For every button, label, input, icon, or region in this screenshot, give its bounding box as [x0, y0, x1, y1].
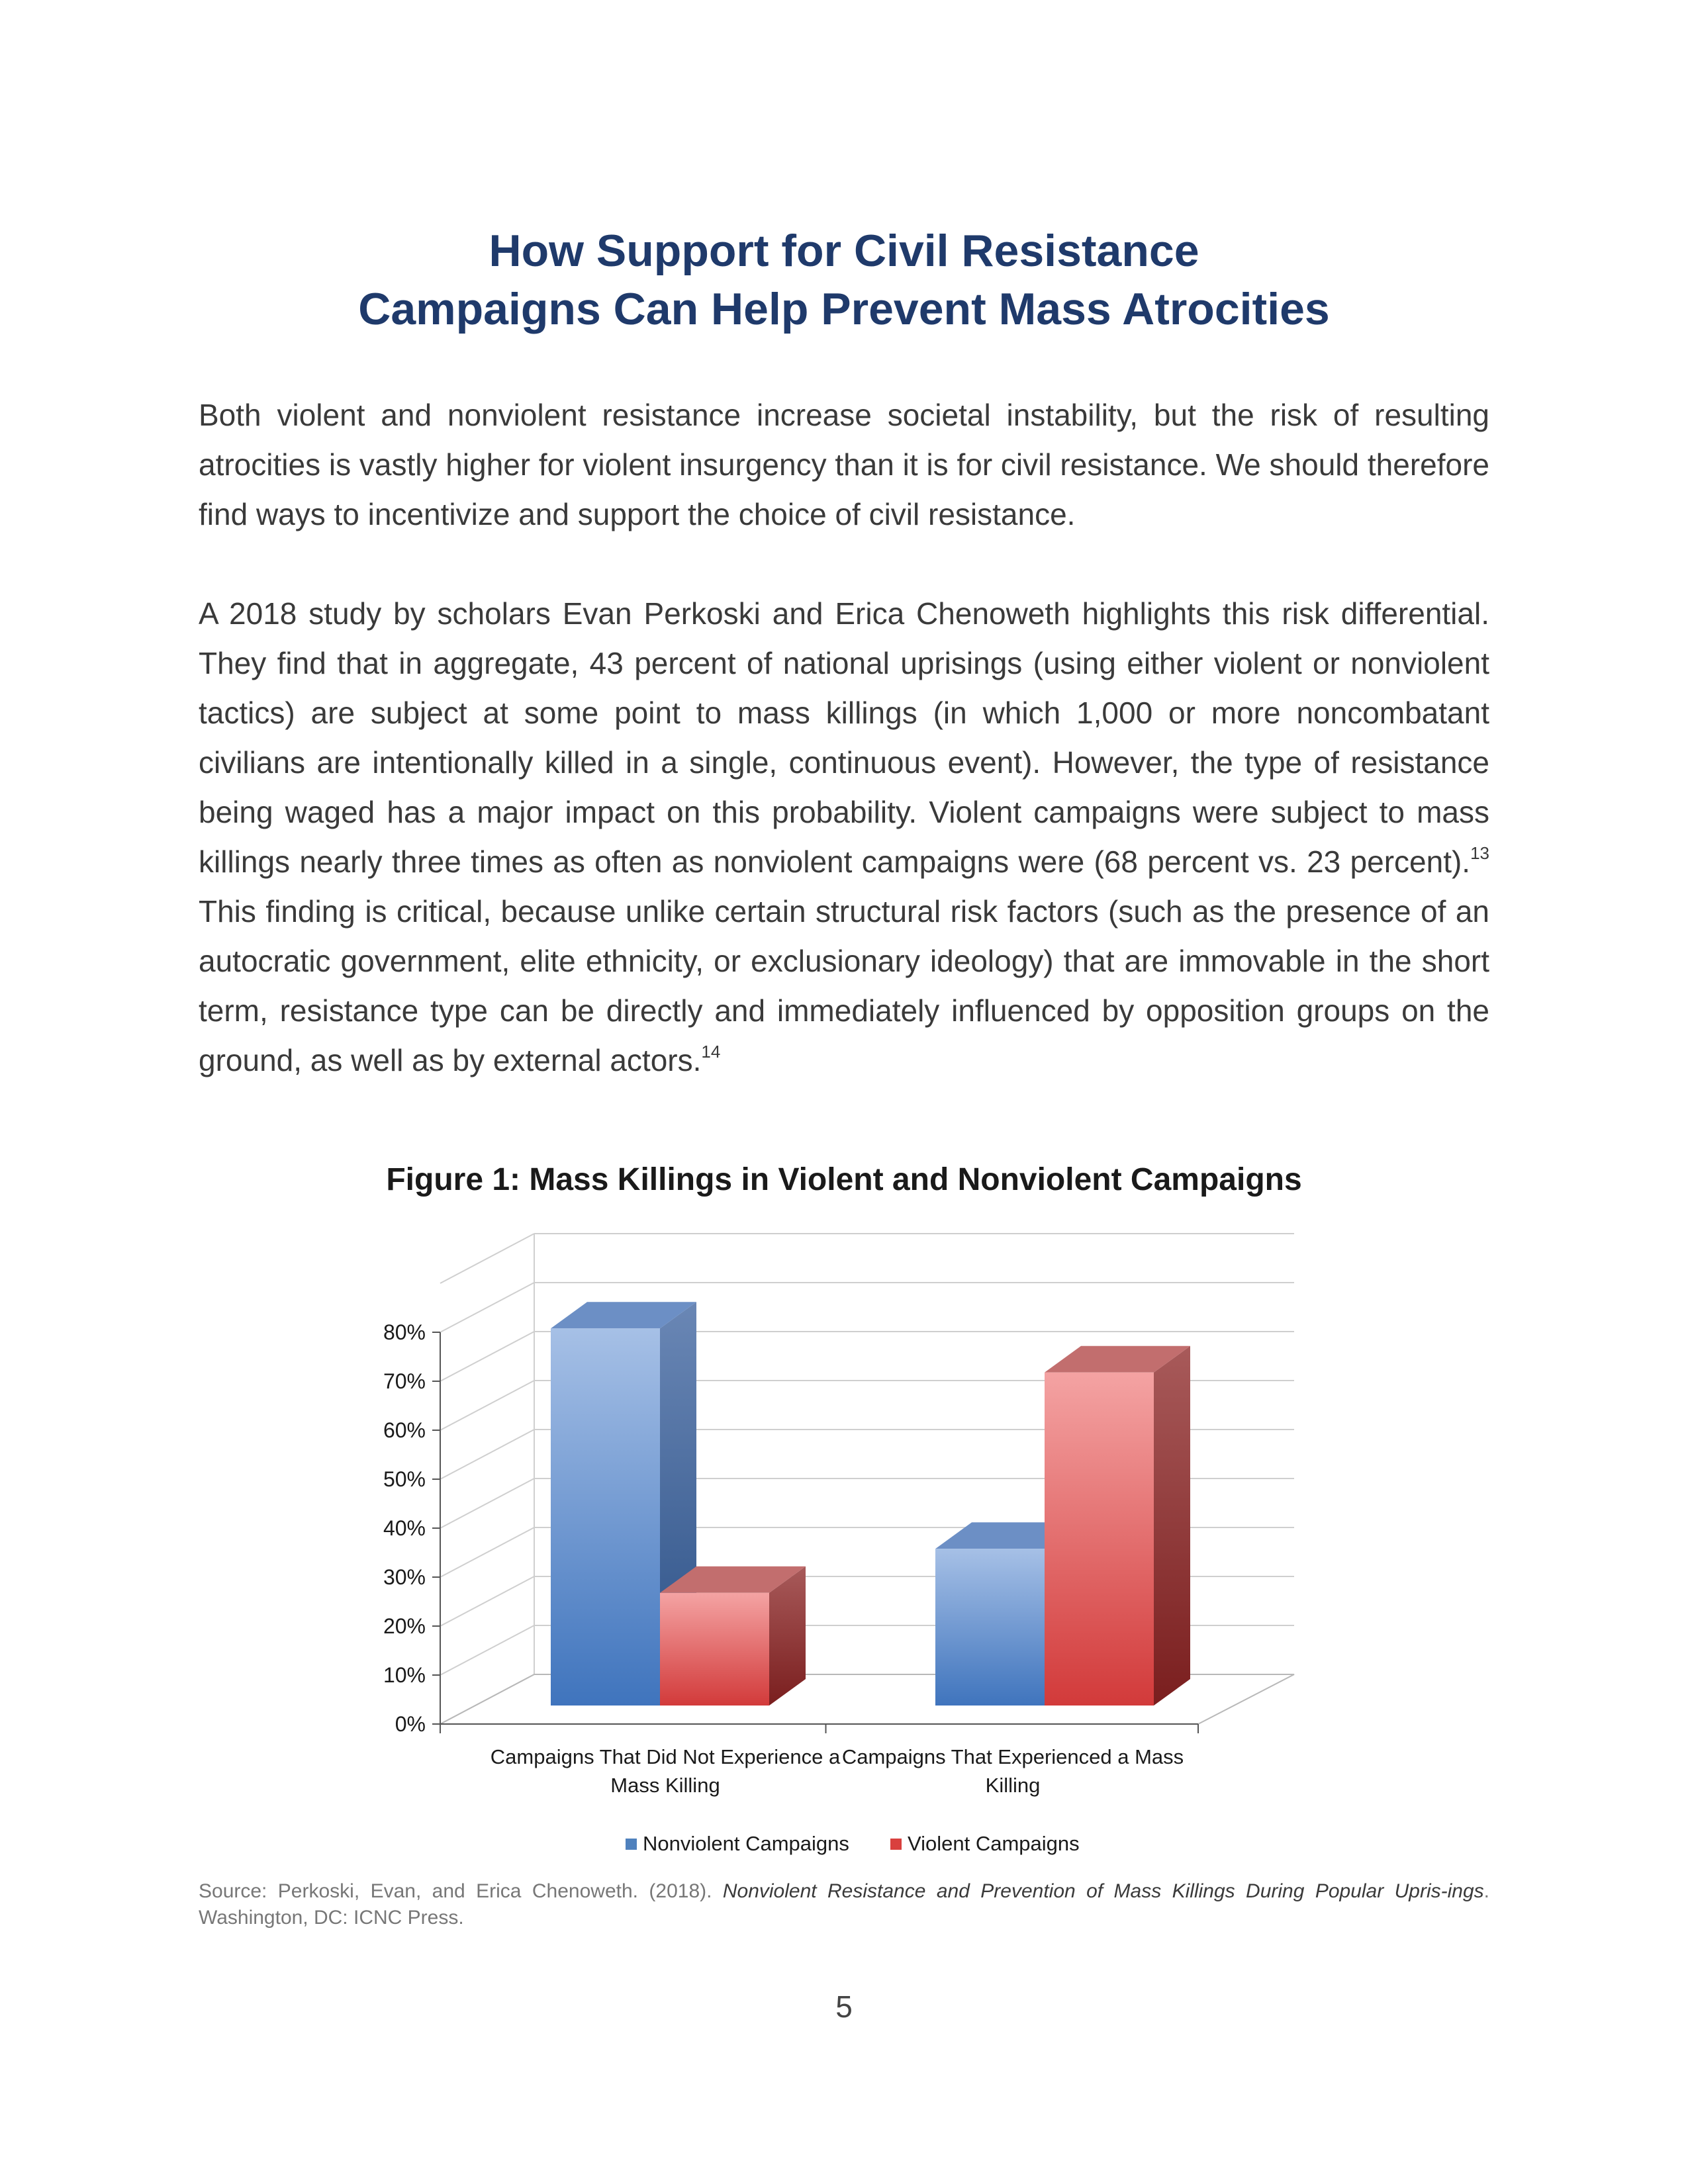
- y-tick-label: 30%: [383, 1565, 426, 1589]
- legend-swatch-violent: [890, 1839, 902, 1850]
- chart-legend: [626, 1832, 1080, 1855]
- page-title-line-1: How Support for Civil Resistance: [489, 226, 1199, 276]
- x-category-label-1: Mass Killing: [610, 1774, 720, 1797]
- source-prefix: Source: Perkoski, Evan, and Erica Chenoweth. (2018).: [199, 1880, 723, 1902]
- chart-bars: [551, 1302, 1190, 1706]
- legend-label-nonviolent: Nonviolent Campaigns: [643, 1832, 849, 1855]
- y-tick-label: 10%: [383, 1663, 426, 1687]
- gridline-side: [440, 1625, 534, 1675]
- paragraph-intro: Both violent and nonviolent resistance increase societal instability, but the risk of resulting atrocities is vastly higher for violent insurgency than it is for civil resistance. We should therefore find ways to incentivize and support the choice of civil resistance.: [199, 398, 1489, 531]
- figure-title: Figure 1: Mass Killings in Violent and Nonviolent Campaigns: [386, 1162, 1302, 1197]
- x-category-label-2: Campaigns That Experienced a Mass: [841, 1745, 1184, 1768]
- source-suffix: . Washington, DC: ICNC Press.: [199, 1880, 1489, 1929]
- violent-bar-2-side: [1154, 1346, 1190, 1706]
- source-title: Nonviolent Resistance and Prevention of Mass Killings During Popular Upris-ings: [722, 1880, 1484, 1902]
- y-tick-label: 70%: [383, 1369, 426, 1393]
- y-tick-label: 50%: [383, 1467, 426, 1491]
- page-title-line-2: Campaigns Can Help Prevent Mass Atrocities: [358, 284, 1330, 334]
- nonviolent-bar-2: [935, 1549, 1045, 1706]
- gridline-side: [440, 1381, 534, 1430]
- source-citation: [199, 1878, 1489, 1931]
- y-tick-label: 60%: [383, 1418, 426, 1442]
- legend-label-violent: Violent Campaigns: [908, 1832, 1080, 1855]
- page-number: 5: [835, 1989, 853, 2024]
- violent-bar-2: [1045, 1373, 1154, 1706]
- gridline-side: [440, 1479, 534, 1528]
- y-tick-label: 20%: [383, 1614, 426, 1638]
- y-tick-label: 0%: [395, 1712, 426, 1736]
- footnote-ref-13[interactable]: 13: [1470, 843, 1489, 863]
- x-category-label-1: Campaigns That Did Not Experience a: [490, 1745, 841, 1768]
- y-tick-label: 40%: [383, 1516, 426, 1540]
- x-category-label-2: Killing: [985, 1774, 1041, 1797]
- nonviolent-bar-1: [551, 1328, 660, 1706]
- gridline-side: [440, 1576, 534, 1626]
- gridline-side: [440, 1283, 534, 1332]
- paragraph-study-text-b: This finding is critical, because unlike certain structural risk factors (such as the presence of an autocratic government, elite ethnicity, or exclusionary ideology) that are immovable in the short term, resistance type can be directly and immediately influenced by opposition groups on the ground, as well as by external actors.: [199, 894, 1489, 1077]
- footnote-ref-14[interactable]: 14: [701, 1042, 721, 1062]
- gridline-side: [440, 1332, 534, 1381]
- violent-bar-1: [660, 1593, 769, 1706]
- gridline-side: [440, 1527, 534, 1577]
- gridline-side: [440, 1234, 534, 1283]
- gridline-side: [440, 1430, 534, 1479]
- y-tick-label: 80%: [383, 1320, 426, 1344]
- legend-swatch-nonviolent: [626, 1839, 637, 1850]
- paragraph-study-text-a: A 2018 study by scholars Evan Perkoski and Erica Chenoweth highlights this risk differential. They find that in aggregate, 43 percent of national uprisings (using either violent or nonviolent tactics) are subject at some point to mass killings (in which 1,000 or more noncombatant civilians are intentionally killed in a single, continuous event). However, the type of resistance being waged has a major impact on this probability. Violent campaigns were subject to mass killings nearly three times as often as nonviolent campaigns were (68 percent vs. 23 percent).: [199, 596, 1489, 879]
